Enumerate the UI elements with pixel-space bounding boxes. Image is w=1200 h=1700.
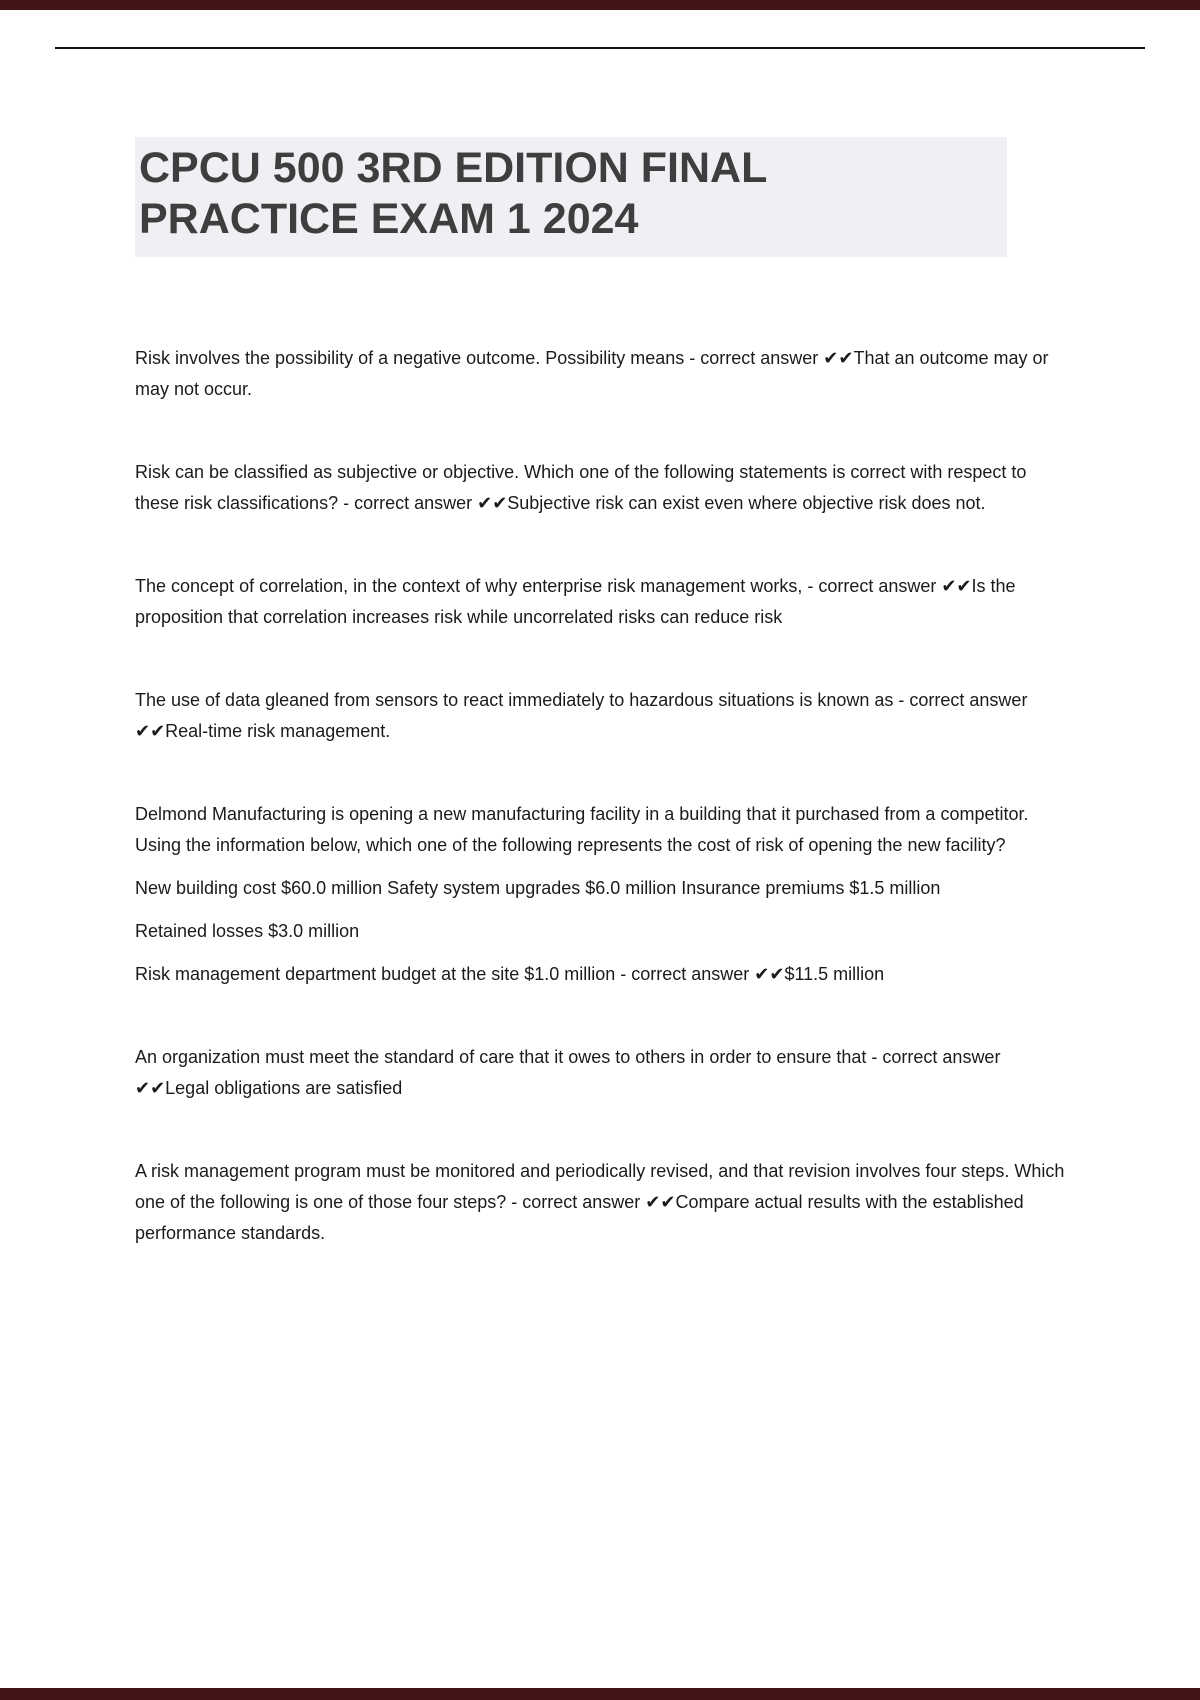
qa-paragraph: The use of data gleaned from sensors to react immediately to hazardous situations is known as - correct answer ✔✔Real-time risk management. (135, 690, 1028, 741)
qa-paragraph: Risk involves the possibility of a negative outcome. Possibility means - correct answer ✔✔That an outcome may or may not occur. (135, 348, 1049, 399)
qa-paragraph: An organization must meet the standard of care that it owes to others in order to ensure that - correct answer ✔✔Legal obligations are satisfied (135, 1047, 1001, 1098)
qa-paragraph: A risk management program must be monitored and periodically revised, and that revision involves four steps. Which one of the following is one of those four steps? - correct answer ✔✔Compare actual results with the established performance standards. (135, 1161, 1065, 1243)
qa-paragraph: New building cost $60.0 million Safety system upgrades $6.0 million Insurance premiums $1.5 million (135, 878, 941, 898)
bottom-border-bar (0, 1688, 1200, 1700)
qa-paragraph: Retained losses $3.0 million (135, 921, 360, 941)
qa-paragraph: Risk can be classified as subjective or objective. Which one of the following statements is correct with respect to these risk classifications? - correct answer ✔✔Subjective risk can exist even where objective risk does not. (135, 462, 1027, 513)
qa-paragraph: Delmond Manufacturing is opening a new manufacturing facility in a building that it purchased from a competitor. Using the information below, which one of the following represents the cost of risk of opening the new facility? (135, 804, 1029, 855)
qa-paragraph: Risk management department budget at the site $1.0 million - correct answer ✔✔$11.5 million (135, 964, 885, 984)
document-title (135, 137, 1007, 257)
document-title-line1: CPCU 500 3RD EDITION FINAL (139, 144, 768, 192)
qa-paragraph: The concept of correlation, in the context of why enterprise risk management works, - correct answer ✔✔Is the proposition that correlation increases risk while uncorrelated risks can reduce risk (135, 576, 1016, 627)
document-title-line2: PRACTICE EXAM 1 2024 (139, 195, 639, 243)
